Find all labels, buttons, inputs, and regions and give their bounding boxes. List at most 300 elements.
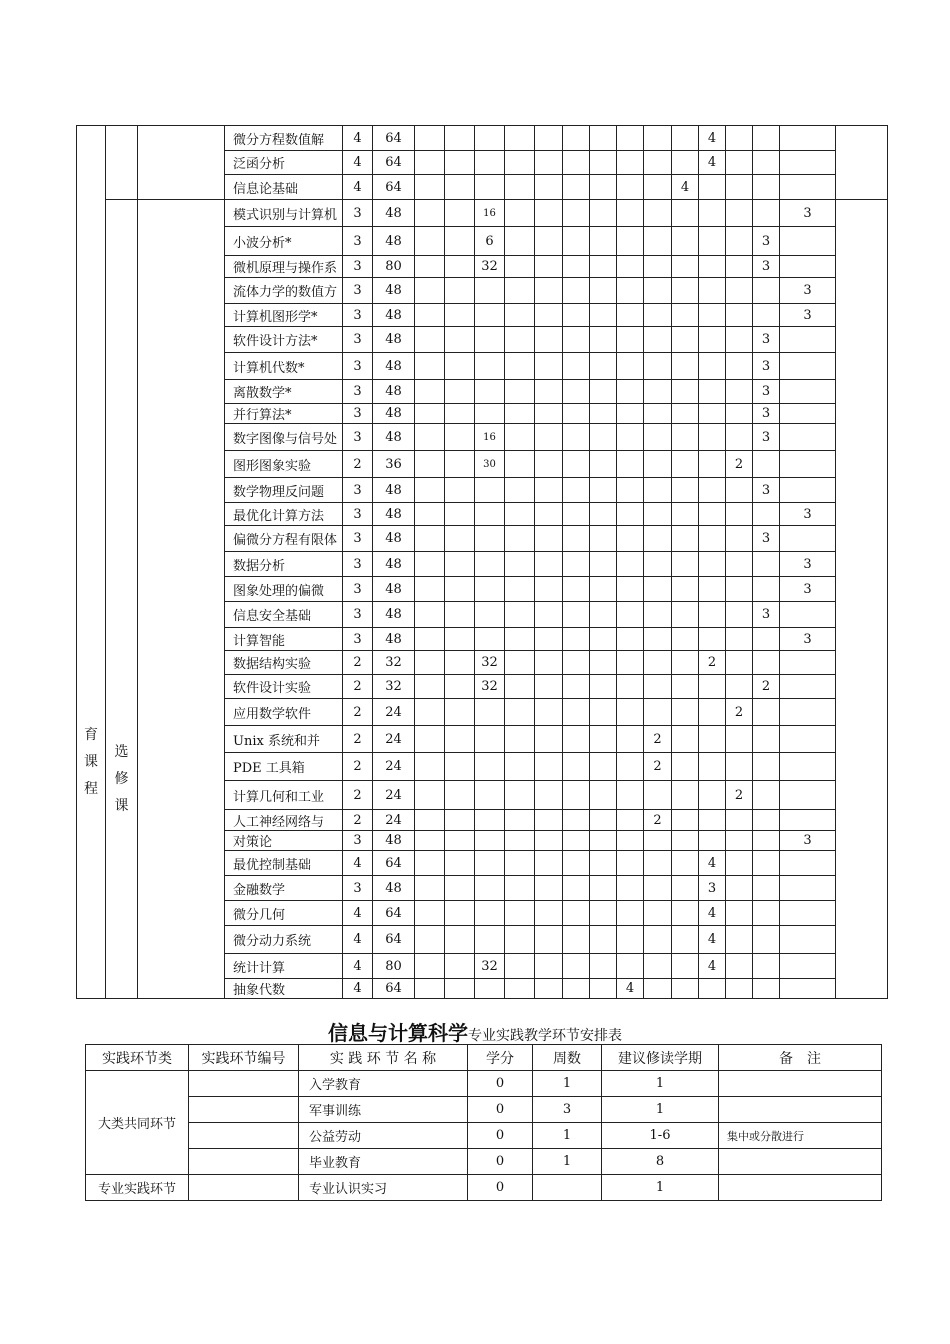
course-credits: 2 xyxy=(343,451,373,478)
practice-term: 8 xyxy=(602,1149,719,1175)
schedule-cell xyxy=(672,577,699,602)
schedule-cell xyxy=(505,552,535,577)
course-table-body xyxy=(77,126,888,999)
schedule-cell xyxy=(505,327,535,353)
schedule-cell xyxy=(699,699,726,726)
lab-hours-cell xyxy=(475,552,505,577)
schedule-cell xyxy=(753,831,780,851)
schedule-cell xyxy=(563,227,590,256)
practice-name: 军事训练 xyxy=(299,1097,468,1123)
schedule-cell xyxy=(672,552,699,577)
schedule-cell xyxy=(672,726,699,753)
course-row xyxy=(77,126,888,151)
schedule-cell xyxy=(672,851,699,876)
schedule-cell xyxy=(563,424,590,451)
semester-hours-cell: 4 xyxy=(699,851,726,876)
schedule-cell xyxy=(505,424,535,451)
schedule-cell xyxy=(726,577,753,602)
schedule-cell xyxy=(535,901,563,926)
practice-name: 入学教育 xyxy=(299,1071,468,1097)
course-hours: 32 xyxy=(373,651,415,675)
semester-hours-cell: 3 xyxy=(780,278,836,304)
header-cell: 建议修读学期 xyxy=(602,1045,719,1071)
schedule-cell xyxy=(780,227,836,256)
schedule-cell xyxy=(726,227,753,256)
schedule-cell xyxy=(563,675,590,699)
schedule-cell xyxy=(445,552,475,577)
practice-code xyxy=(189,1175,299,1201)
schedule-cell xyxy=(590,675,617,699)
lab-hours-cell xyxy=(475,577,505,602)
practice-term: 1-6 xyxy=(602,1123,719,1149)
schedule-cell xyxy=(590,602,617,628)
schedule-cell xyxy=(617,810,644,831)
schedule-cell xyxy=(726,876,753,901)
semester-hours-cell: 2 xyxy=(726,699,753,726)
header-cell: 备 注 xyxy=(719,1045,882,1071)
schedule-cell xyxy=(563,577,590,602)
schedule-cell xyxy=(672,628,699,651)
schedule-cell xyxy=(445,424,475,451)
schedule-cell xyxy=(590,577,617,602)
elective-group-cell xyxy=(138,200,225,999)
schedule-cell xyxy=(505,651,535,675)
schedule-cell xyxy=(535,628,563,651)
course-hours: 48 xyxy=(373,478,415,503)
course-name: 计算机代数* xyxy=(225,353,343,380)
schedule-cell xyxy=(644,478,672,503)
schedule-cell xyxy=(563,552,590,577)
schedule-cell xyxy=(415,424,445,451)
schedule-cell xyxy=(617,577,644,602)
schedule-cell xyxy=(415,876,445,901)
schedule-cell xyxy=(753,876,780,901)
course-name: 抽象代数 xyxy=(225,979,343,999)
course-credits: 4 xyxy=(343,175,373,200)
schedule-cell xyxy=(415,200,445,227)
schedule-cell xyxy=(644,602,672,628)
practice-note xyxy=(719,1097,882,1123)
schedule-cell xyxy=(505,926,535,954)
lab-hours-cell: 32 xyxy=(475,651,505,675)
schedule-cell xyxy=(535,753,563,781)
course-name: 软件设计方法* xyxy=(225,327,343,353)
schedule-cell xyxy=(590,175,617,200)
practice-name: 专业认识实习 xyxy=(299,1175,468,1201)
schedule-cell xyxy=(617,876,644,901)
schedule-cell xyxy=(590,876,617,901)
schedule-cell xyxy=(726,753,753,781)
schedule-cell xyxy=(445,726,475,753)
schedule-cell xyxy=(672,831,699,851)
lab-hours-cell xyxy=(475,126,505,151)
schedule-cell xyxy=(644,781,672,810)
schedule-cell xyxy=(563,979,590,999)
semester-hours-cell: 2 xyxy=(644,753,672,781)
schedule-cell xyxy=(672,503,699,526)
schedule-cell xyxy=(505,175,535,200)
schedule-cell xyxy=(644,353,672,380)
schedule-cell xyxy=(726,503,753,526)
course-hours: 48 xyxy=(373,380,415,404)
semester-hours-cell: 2 xyxy=(644,810,672,831)
schedule-cell xyxy=(415,901,445,926)
schedule-cell xyxy=(726,526,753,552)
schedule-cell xyxy=(415,831,445,851)
course-name: Unix 系统和并 xyxy=(225,726,343,753)
schedule-cell xyxy=(780,901,836,926)
schedule-cell xyxy=(753,304,780,327)
course-hours: 48 xyxy=(373,876,415,901)
schedule-cell xyxy=(563,353,590,380)
course-credits: 3 xyxy=(343,227,373,256)
schedule-cell xyxy=(563,327,590,353)
schedule-cell xyxy=(590,810,617,831)
elective-type-cell xyxy=(106,200,138,999)
course-credits: 3 xyxy=(343,404,373,424)
schedule-cell xyxy=(699,810,726,831)
schedule-cell xyxy=(780,353,836,380)
schedule-cell xyxy=(753,577,780,602)
schedule-cell xyxy=(672,926,699,954)
practice-code xyxy=(189,1123,299,1149)
schedule-cell xyxy=(445,602,475,628)
course-schedule-table xyxy=(76,125,888,999)
course-name: 并行算法* xyxy=(225,404,343,424)
schedule-cell xyxy=(644,651,672,675)
course-name: 对策论 xyxy=(225,831,343,851)
schedule-cell xyxy=(535,651,563,675)
course-hours: 24 xyxy=(373,726,415,753)
schedule-cell xyxy=(445,526,475,552)
schedule-cell xyxy=(590,200,617,227)
course-credits: 4 xyxy=(343,979,373,999)
schedule-cell xyxy=(445,810,475,831)
schedule-cell xyxy=(535,175,563,200)
schedule-cell xyxy=(644,404,672,424)
course-name: 人工神经网络与 xyxy=(225,810,343,831)
practice-weeks: 3 xyxy=(533,1097,602,1123)
schedule-cell xyxy=(505,753,535,781)
semester-hours-cell: 3 xyxy=(780,577,836,602)
schedule-cell xyxy=(617,628,644,651)
course-credits: 3 xyxy=(343,526,373,552)
schedule-cell xyxy=(535,227,563,256)
schedule-cell xyxy=(644,979,672,999)
schedule-cell xyxy=(780,327,836,353)
lab-hours-cell: 32 xyxy=(475,256,505,278)
schedule-cell xyxy=(617,304,644,327)
semester-hours-cell: 3 xyxy=(753,227,780,256)
course-hours: 64 xyxy=(373,175,415,200)
semester-hours-cell: 3 xyxy=(780,831,836,851)
course-name: 数据结构实验 xyxy=(225,651,343,675)
course-credits: 2 xyxy=(343,675,373,699)
category-cell xyxy=(77,126,106,999)
schedule-cell xyxy=(780,478,836,503)
schedule-cell xyxy=(505,901,535,926)
schedule-cell xyxy=(726,810,753,831)
schedule-cell xyxy=(535,478,563,503)
course-name: 最优化计算方法 xyxy=(225,503,343,526)
schedule-cell xyxy=(644,451,672,478)
schedule-cell xyxy=(726,278,753,304)
schedule-cell xyxy=(415,380,445,404)
practice-credit: 0 xyxy=(468,1123,533,1149)
schedule-cell xyxy=(672,753,699,781)
schedule-cell xyxy=(672,699,699,726)
schedule-cell xyxy=(617,831,644,851)
practice-group-cell: 专业实践环节 xyxy=(86,1175,189,1201)
course-hours: 24 xyxy=(373,753,415,781)
lab-hours-cell xyxy=(475,327,505,353)
schedule-cell xyxy=(445,478,475,503)
schedule-cell xyxy=(445,851,475,876)
schedule-cell xyxy=(699,380,726,404)
schedule-cell xyxy=(699,831,726,851)
schedule-cell xyxy=(590,628,617,651)
practice-row xyxy=(86,1097,882,1123)
lab-hours-cell xyxy=(475,526,505,552)
schedule-cell xyxy=(415,526,445,552)
practice-name: 毕业教育 xyxy=(299,1149,468,1175)
schedule-cell xyxy=(505,304,535,327)
semester-hours-cell: 3 xyxy=(780,552,836,577)
schedule-cell xyxy=(590,151,617,175)
schedule-cell xyxy=(699,404,726,424)
schedule-cell xyxy=(415,278,445,304)
schedule-cell xyxy=(415,227,445,256)
schedule-cell xyxy=(780,451,836,478)
schedule-cell xyxy=(753,503,780,526)
schedule-cell xyxy=(726,200,753,227)
type-char: 选 xyxy=(114,743,129,760)
schedule-cell xyxy=(726,831,753,851)
schedule-cell xyxy=(590,726,617,753)
course-name: 统计计算 xyxy=(225,954,343,979)
course-credits: 3 xyxy=(343,353,373,380)
lab-hours-cell xyxy=(475,353,505,380)
course-credits: 4 xyxy=(343,851,373,876)
schedule-cell xyxy=(726,151,753,175)
semester-hours-cell: 3 xyxy=(753,404,780,424)
course-hours: 36 xyxy=(373,451,415,478)
schedule-cell xyxy=(726,675,753,699)
schedule-cell xyxy=(535,699,563,726)
schedule-cell xyxy=(617,175,644,200)
practice-credit: 0 xyxy=(468,1175,533,1201)
lab-hours-cell xyxy=(475,304,505,327)
lab-hours-cell xyxy=(475,851,505,876)
course-credits: 4 xyxy=(343,151,373,175)
schedule-cell xyxy=(590,478,617,503)
lab-hours-cell xyxy=(475,901,505,926)
schedule-cell xyxy=(445,200,475,227)
schedule-cell xyxy=(644,304,672,327)
lab-hours-cell xyxy=(475,602,505,628)
schedule-cell xyxy=(672,327,699,353)
schedule-cell xyxy=(563,304,590,327)
schedule-cell xyxy=(505,278,535,304)
schedule-cell xyxy=(672,675,699,699)
schedule-cell xyxy=(699,256,726,278)
schedule-cell xyxy=(617,404,644,424)
schedule-cell xyxy=(505,699,535,726)
course-name: 软件设计实验 xyxy=(225,675,343,699)
course-name: 微分动力系统 xyxy=(225,926,343,954)
lab-hours-cell xyxy=(475,876,505,901)
lab-hours-cell xyxy=(475,810,505,831)
schedule-cell xyxy=(590,424,617,451)
course-credits: 3 xyxy=(343,424,373,451)
schedule-cell xyxy=(672,278,699,304)
schedule-cell xyxy=(535,602,563,628)
course-credits: 2 xyxy=(343,699,373,726)
schedule-cell xyxy=(415,478,445,503)
schedule-cell xyxy=(505,151,535,175)
schedule-cell xyxy=(644,901,672,926)
schedule-cell xyxy=(617,327,644,353)
schedule-cell xyxy=(780,810,836,831)
course-name: 微机原理与操作系 xyxy=(225,256,343,278)
practice-table-body xyxy=(86,1045,882,1201)
schedule-cell xyxy=(644,628,672,651)
course-hours: 48 xyxy=(373,503,415,526)
schedule-cell xyxy=(563,876,590,901)
course-hours: 48 xyxy=(373,278,415,304)
schedule-cell xyxy=(699,753,726,781)
course-hours: 64 xyxy=(373,151,415,175)
schedule-cell xyxy=(590,781,617,810)
schedule-cell xyxy=(505,404,535,424)
schedule-cell xyxy=(505,726,535,753)
schedule-cell xyxy=(535,278,563,304)
schedule-cell xyxy=(415,926,445,954)
type-char: 修 xyxy=(114,770,129,787)
header-cell: 实践环节编号 xyxy=(189,1045,299,1071)
course-hours: 48 xyxy=(373,200,415,227)
schedule-cell xyxy=(415,699,445,726)
lab-hours-cell xyxy=(475,979,505,999)
schedule-cell xyxy=(563,451,590,478)
practice-note: 集中或分散进行 xyxy=(719,1123,882,1149)
practice-row xyxy=(86,1123,882,1149)
schedule-cell xyxy=(699,503,726,526)
course-name: 图象处理的偏微 xyxy=(225,577,343,602)
course-name: 计算几何和工业 xyxy=(225,781,343,810)
semester-hours-cell: 2 xyxy=(753,675,780,699)
schedule-cell xyxy=(780,979,836,999)
semester-hours-cell: 3 xyxy=(780,503,836,526)
schedule-cell xyxy=(415,404,445,424)
lab-hours-cell xyxy=(475,175,505,200)
schedule-cell xyxy=(699,675,726,699)
schedule-cell xyxy=(445,699,475,726)
schedule-cell xyxy=(535,404,563,424)
required-type-cell xyxy=(106,126,138,200)
schedule-cell xyxy=(617,602,644,628)
schedule-cell xyxy=(415,552,445,577)
schedule-cell xyxy=(563,851,590,876)
semester-hours-cell: 3 xyxy=(753,526,780,552)
schedule-cell xyxy=(535,353,563,380)
practice-credit: 0 xyxy=(468,1149,533,1175)
course-name: PDE 工具箱 xyxy=(225,753,343,781)
schedule-cell xyxy=(617,451,644,478)
remark-cell xyxy=(836,126,888,200)
schedule-cell xyxy=(617,851,644,876)
schedule-cell xyxy=(780,424,836,451)
schedule-cell xyxy=(415,810,445,831)
schedule-cell xyxy=(415,602,445,628)
semester-hours-cell: 4 xyxy=(672,175,699,200)
course-credits: 4 xyxy=(343,926,373,954)
schedule-cell xyxy=(590,954,617,979)
schedule-cell xyxy=(617,256,644,278)
schedule-cell xyxy=(445,876,475,901)
schedule-cell xyxy=(590,451,617,478)
schedule-cell xyxy=(535,151,563,175)
schedule-cell xyxy=(563,810,590,831)
lab-hours-cell xyxy=(475,151,505,175)
course-name: 偏微分方程有限体 xyxy=(225,526,343,552)
schedule-cell xyxy=(590,651,617,675)
schedule-cell xyxy=(445,753,475,781)
schedule-cell xyxy=(590,256,617,278)
course-credits: 3 xyxy=(343,503,373,526)
course-name: 离散数学* xyxy=(225,380,343,404)
lab-hours-cell xyxy=(475,753,505,781)
schedule-cell xyxy=(672,979,699,999)
schedule-cell xyxy=(590,380,617,404)
schedule-cell xyxy=(415,175,445,200)
course-name: 数学物理反问题 xyxy=(225,478,343,503)
practice-credit: 0 xyxy=(468,1097,533,1123)
course-hours: 48 xyxy=(373,577,415,602)
schedule-cell xyxy=(617,726,644,753)
schedule-cell xyxy=(505,256,535,278)
schedule-cell xyxy=(415,651,445,675)
schedule-cell xyxy=(535,126,563,151)
semester-hours-cell: 2 xyxy=(644,726,672,753)
schedule-cell xyxy=(726,726,753,753)
schedule-cell xyxy=(753,851,780,876)
schedule-cell xyxy=(415,753,445,781)
schedule-cell xyxy=(590,526,617,552)
schedule-cell xyxy=(445,380,475,404)
schedule-cell xyxy=(415,781,445,810)
course-hours: 64 xyxy=(373,901,415,926)
lab-hours-cell xyxy=(475,628,505,651)
course-hours: 24 xyxy=(373,781,415,810)
schedule-cell xyxy=(505,876,535,901)
schedule-cell xyxy=(505,227,535,256)
schedule-cell xyxy=(699,628,726,651)
course-name: 微分方程数值解 xyxy=(225,126,343,151)
course-credits: 2 xyxy=(343,726,373,753)
schedule-cell xyxy=(780,699,836,726)
semester-hours-cell: 2 xyxy=(726,781,753,810)
schedule-cell xyxy=(753,753,780,781)
semester-hours-cell: 4 xyxy=(699,901,726,926)
schedule-cell xyxy=(563,278,590,304)
semester-hours-cell: 4 xyxy=(617,979,644,999)
schedule-cell xyxy=(617,901,644,926)
semester-hours-cell: 3 xyxy=(753,602,780,628)
schedule-cell xyxy=(505,126,535,151)
schedule-cell xyxy=(505,526,535,552)
schedule-cell xyxy=(753,979,780,999)
